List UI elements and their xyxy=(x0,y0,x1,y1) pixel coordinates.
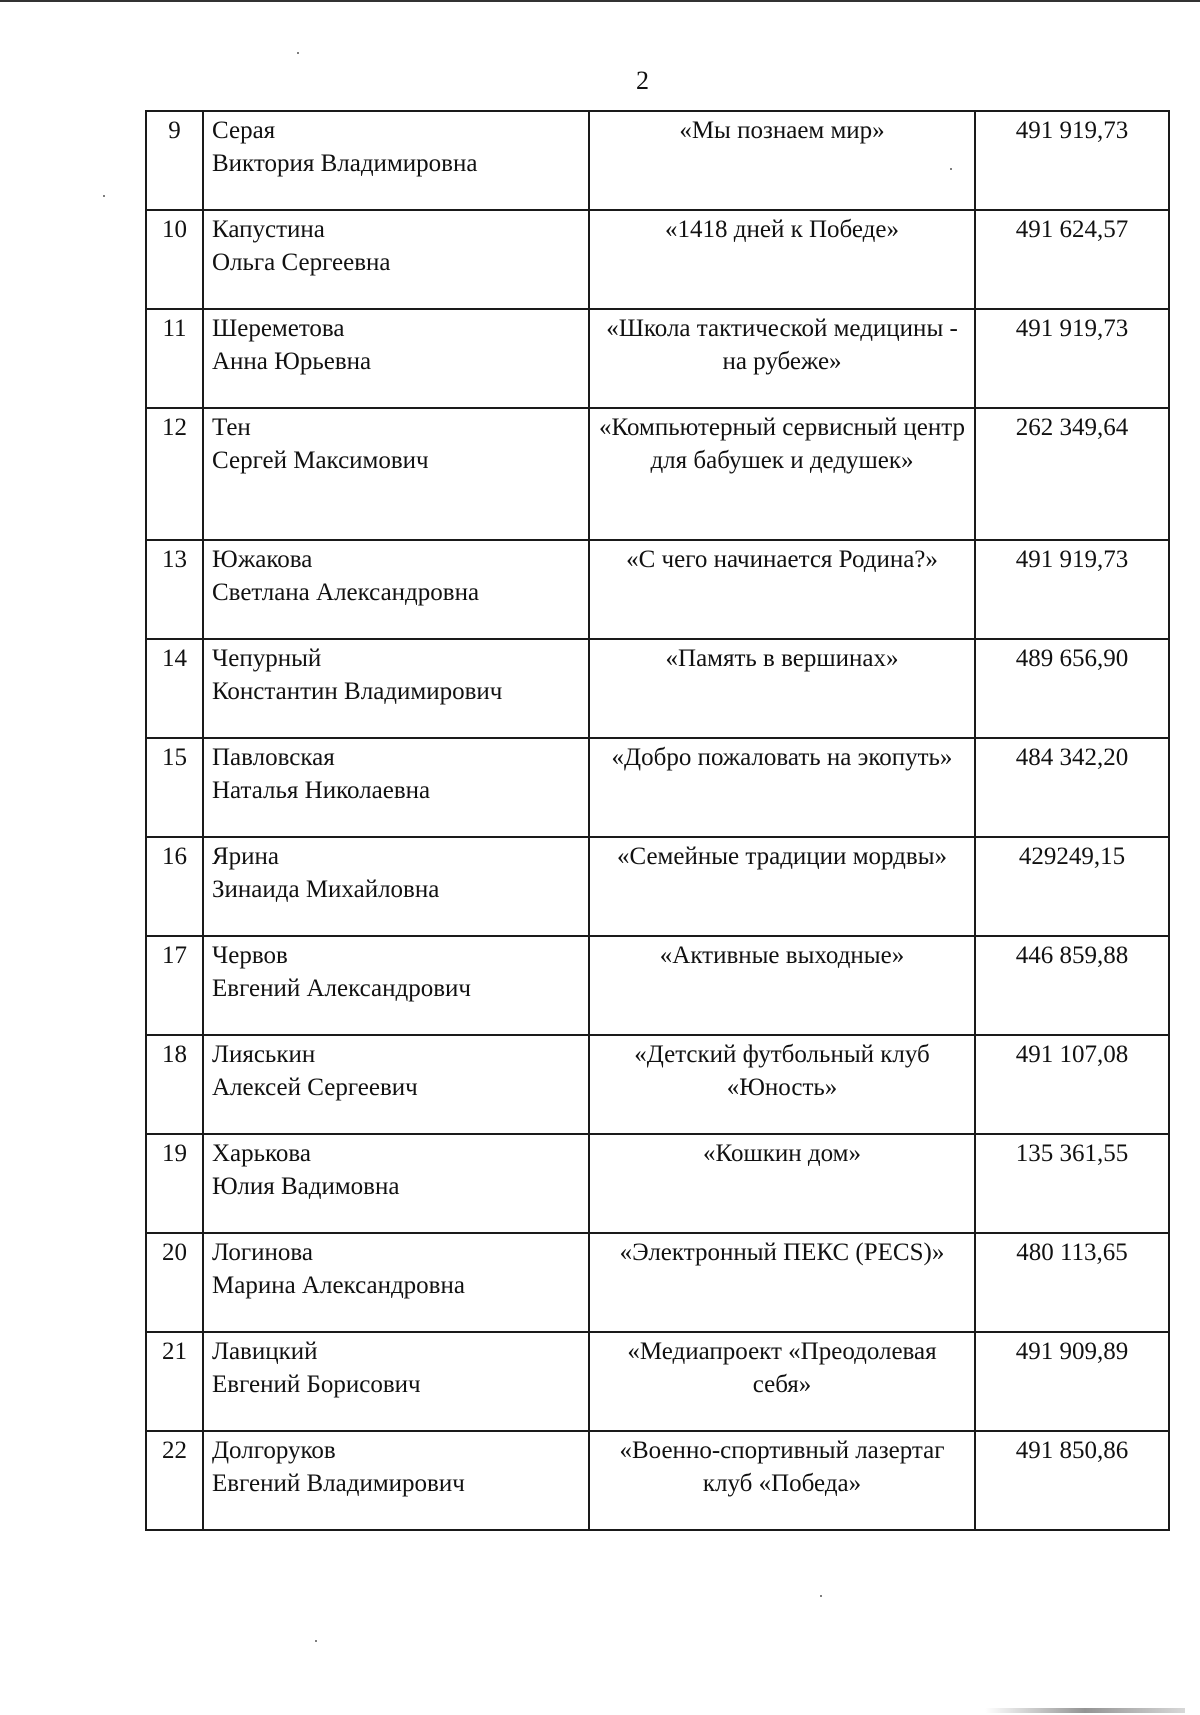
table-row xyxy=(146,1332,1169,1431)
recipient-given-names: Алексей Сергеевич xyxy=(212,1074,418,1101)
grant-amount: 491 850,86 xyxy=(975,1431,1169,1530)
recipient-name-cell xyxy=(203,408,589,540)
recipient-name-cell xyxy=(203,1431,589,1530)
recipient-name-cell xyxy=(203,639,589,738)
recipient-name-cell xyxy=(203,738,589,837)
grant-amount: 491 909,89 xyxy=(975,1332,1169,1431)
grant-amount: 429249,15 xyxy=(975,837,1169,936)
grant-amount: 491 919,73 xyxy=(975,540,1169,639)
grant-amount: 491 919,73 xyxy=(975,111,1169,210)
recipient-surname: Ярина xyxy=(212,843,280,870)
table-body xyxy=(146,111,1169,1530)
row-number: 21 xyxy=(146,1332,203,1431)
recipient-surname: Долгоруков xyxy=(212,1437,336,1464)
row-number: 19 xyxy=(146,1134,203,1233)
project-title: «Добро пожаловать на экопуть» xyxy=(589,738,975,837)
table-row xyxy=(146,837,1169,936)
table-row xyxy=(146,111,1169,210)
recipient-given-names: Светлана Александровна xyxy=(212,579,480,606)
grant-amount: 262 349,64 xyxy=(975,408,1169,540)
recipient-given-names: Марина Александровна xyxy=(212,1272,465,1299)
recipient-surname: Червов xyxy=(212,942,288,969)
project-title: «Память в вершинах» xyxy=(589,639,975,738)
recipient-name-cell xyxy=(203,111,589,210)
row-number: 9 xyxy=(146,111,203,210)
recipient-name-cell xyxy=(203,1134,589,1233)
recipient-given-names: Константин Владимирович xyxy=(212,678,503,705)
grant-amount: 480 113,65 xyxy=(975,1233,1169,1332)
project-title: «Военно-спортивный лазертаг клуб «Победа» xyxy=(589,1431,975,1530)
grant-amount: 491 107,08 xyxy=(975,1035,1169,1134)
project-title: «Активные выходные» xyxy=(589,936,975,1035)
scan-speck xyxy=(315,1640,317,1642)
recipient-given-names: Виктория Владимировна xyxy=(212,150,478,177)
table-row xyxy=(146,639,1169,738)
row-number: 22 xyxy=(146,1431,203,1530)
row-number: 20 xyxy=(146,1233,203,1332)
table-row xyxy=(146,210,1169,309)
recipient-name-cell xyxy=(203,1332,589,1431)
table-row xyxy=(146,408,1169,540)
recipient-surname: Чепурный xyxy=(212,645,322,672)
recipient-given-names: Евгений Владимирович xyxy=(212,1470,465,1497)
scan-speck xyxy=(103,195,105,197)
recipient-surname: Серая xyxy=(212,117,276,144)
table-row xyxy=(146,1431,1169,1530)
row-number: 10 xyxy=(146,210,203,309)
grant-amount: 484 342,20 xyxy=(975,738,1169,837)
recipient-surname: Лавицкий xyxy=(212,1338,318,1365)
recipient-given-names: Юлия Вадимовна xyxy=(212,1173,400,1200)
project-title: «Электронный ПЕКС (PECS)» xyxy=(589,1233,975,1332)
recipient-given-names: Евгений Александрович xyxy=(212,975,471,1002)
recipient-surname: Лияськин xyxy=(212,1041,316,1068)
row-number: 11 xyxy=(146,309,203,408)
scan-speck xyxy=(297,52,299,54)
grant-amount: 491 919,73 xyxy=(975,309,1169,408)
recipient-surname: Харькова xyxy=(212,1140,311,1167)
recipient-given-names: Анна Юрьевна xyxy=(212,348,372,375)
row-number: 14 xyxy=(146,639,203,738)
table-row xyxy=(146,1035,1169,1134)
recipient-name-cell xyxy=(203,837,589,936)
project-title: «1418 дней к Победе» xyxy=(589,210,975,309)
scan-speck xyxy=(950,168,952,170)
recipient-name-cell xyxy=(203,210,589,309)
recipient-name-cell xyxy=(203,540,589,639)
recipient-name-cell xyxy=(203,1233,589,1332)
recipient-surname: Шереметова xyxy=(212,315,345,342)
recipient-surname: Тен xyxy=(212,414,251,441)
grant-amount: 446 859,88 xyxy=(975,936,1169,1035)
recipient-surname: Капустина xyxy=(212,216,325,243)
grant-recipients-table xyxy=(145,110,1170,1531)
grant-amount: 491 624,57 xyxy=(975,210,1169,309)
project-title: «Медиапроект «Преодолевая себя» xyxy=(589,1332,975,1431)
project-title: «Мы познаем мир» xyxy=(589,111,975,210)
recipient-surname: Южакова xyxy=(212,546,313,573)
project-title: «Семейные традиции мордвы» xyxy=(589,837,975,936)
recipient-given-names: Зинаида Михайловна xyxy=(212,876,440,903)
recipient-given-names: Ольга Сергеевна xyxy=(212,249,391,276)
row-number: 13 xyxy=(146,540,203,639)
recipient-given-names: Наталья Николаевна xyxy=(212,777,431,804)
table-row xyxy=(146,1233,1169,1332)
recipient-given-names: Евгений Борисович xyxy=(212,1371,421,1398)
project-title: «Школа тактической медицины - на рубеже» xyxy=(589,309,975,408)
project-title: «Компьютерный сервисный центр для бабушек и дедушек» xyxy=(589,408,975,540)
table-row xyxy=(146,540,1169,639)
table-row xyxy=(146,309,1169,408)
page-number: 2 xyxy=(636,66,649,95)
row-number: 18 xyxy=(146,1035,203,1134)
recipient-name-cell xyxy=(203,309,589,408)
table-row xyxy=(146,1134,1169,1233)
scan-speck xyxy=(820,1595,822,1597)
recipient-name-cell xyxy=(203,1035,589,1134)
scan-bottom-smudge xyxy=(985,1708,1185,1713)
table-row xyxy=(146,936,1169,1035)
recipient-given-names: Сергей Максимович xyxy=(212,447,429,474)
grant-amount: 489 656,90 xyxy=(975,639,1169,738)
recipient-surname: Логинова xyxy=(212,1239,313,1266)
row-number: 12 xyxy=(146,408,203,540)
row-number: 15 xyxy=(146,738,203,837)
row-number: 16 xyxy=(146,837,203,936)
grant-amount: 135 361,55 xyxy=(975,1134,1169,1233)
project-title: «С чего начинается Родина?» xyxy=(589,540,975,639)
table-row xyxy=(146,738,1169,837)
project-title: «Кошкин дом» xyxy=(589,1134,975,1233)
project-title: «Детский футбольный клуб «Юность» xyxy=(589,1035,975,1134)
recipient-surname: Павловская xyxy=(212,744,335,771)
scan-top-edge xyxy=(0,0,1200,2)
recipient-name-cell xyxy=(203,936,589,1035)
row-number: 17 xyxy=(146,936,203,1035)
